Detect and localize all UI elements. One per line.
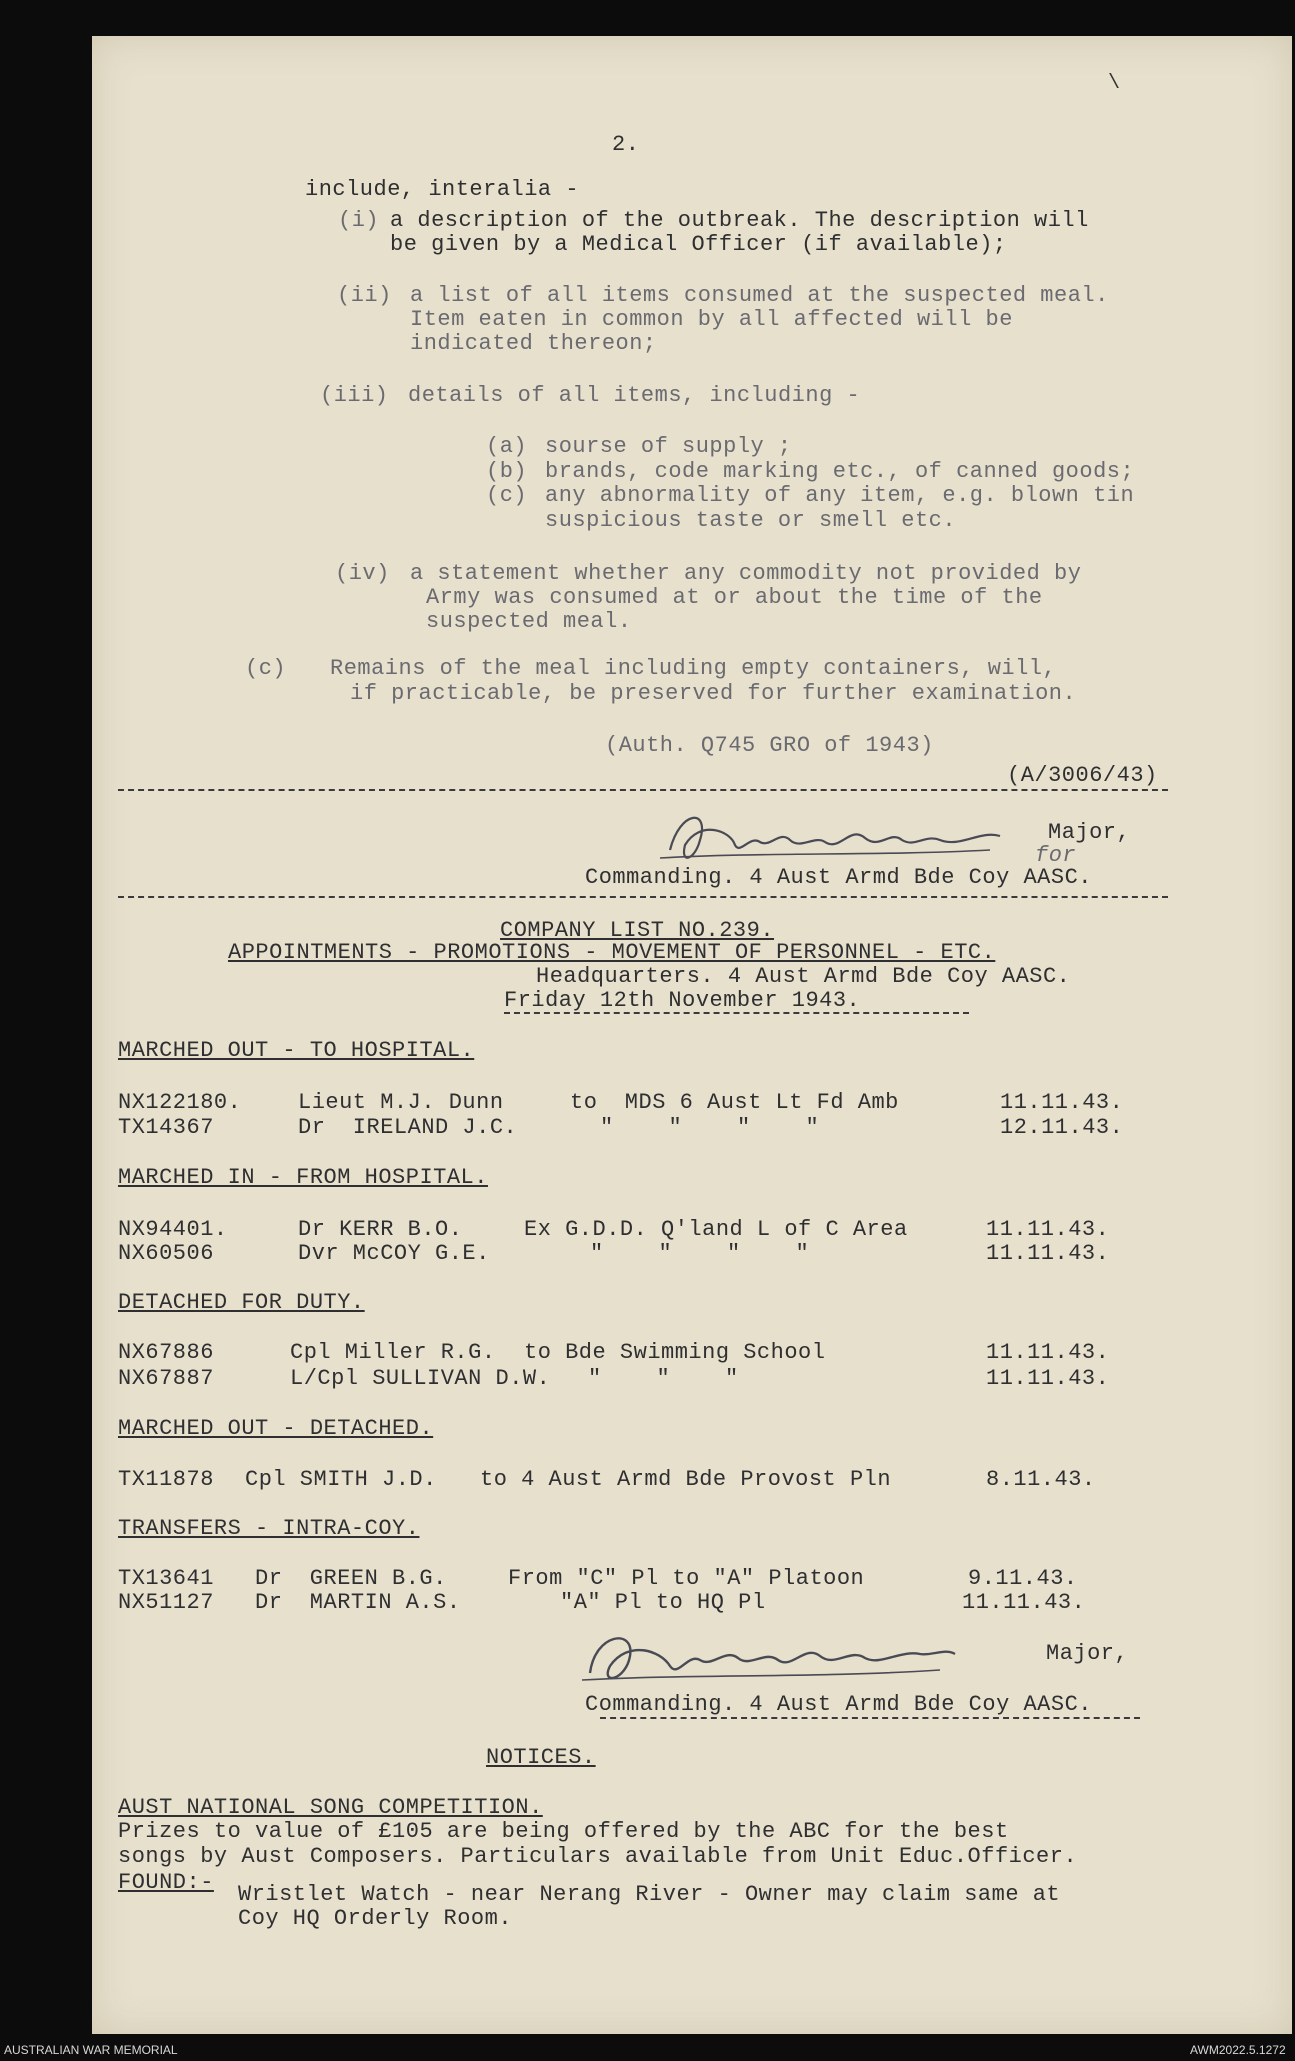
section-heading: MARCHED OUT - DETACHED. (118, 1416, 434, 1441)
item-c-line-2: if practicable, be preserved for further examination. (350, 681, 1077, 706)
item-iii-line-1: details of all items, including - (408, 383, 861, 408)
song-competition-heading: AUST NATIONAL SONG COMPETITION. (118, 1795, 543, 1820)
item-c-marker: (c) (245, 656, 287, 681)
signature-2 (560, 1608, 1020, 1698)
section-heading: MARCHED OUT - TO HOSPITAL. (118, 1038, 475, 1063)
row-name: Lieut M.J. Dunn (298, 1090, 504, 1115)
found-line-1: Wristlet Watch - near Nerang River - Owner may claim same at (238, 1882, 1061, 1907)
row-detail: From "C" Pl to "A" Platoon (508, 1566, 865, 1591)
row-number: TX13641 (118, 1566, 214, 1591)
item-ii-line-1: a list of all items consumed at the suspected meal. (410, 283, 1109, 308)
intro-line: include, interalia - (305, 177, 580, 202)
row-name: Dr IRELAND J.C. (298, 1115, 518, 1140)
row-name: Dr GREEN B.G. (255, 1566, 447, 1591)
row-number: NX60506 (118, 1241, 214, 1266)
row-date: 8.11.43. (986, 1467, 1096, 1492)
corner-mark: \ (1108, 72, 1121, 95)
row-name: Cpl Miller R.G. (290, 1340, 496, 1365)
item-iii-marker: (iii) (320, 383, 389, 408)
item-i-line-2: be given by a Medical Officer (if available); (390, 232, 1007, 257)
row-detail: to MDS 6 Aust Lt Fd Amb (570, 1090, 899, 1115)
row-date: 12.11.43. (1000, 1115, 1124, 1140)
subitem-a-text: sourse of supply ; (545, 434, 792, 459)
row-detail: to Bde Swimming School (524, 1340, 826, 1365)
row-date: 9.11.43. (968, 1566, 1078, 1591)
subitem-c-continued: suspicious taste or smell etc. (545, 508, 957, 533)
signature-1-for: for (1035, 843, 1077, 868)
item-iv-line-2: Army was consumed at or about the time of the (426, 585, 1043, 610)
row-detail: " " " " (590, 1241, 810, 1266)
page-number: 2. (612, 132, 640, 157)
divider-2 (118, 896, 1168, 898)
row-date: 11.11.43. (986, 1241, 1110, 1266)
footer-left: AUSTRALIAN WAR MEMORIAL (4, 2043, 178, 2057)
item-iv-line-3: suspected meal. (426, 609, 632, 634)
subitem-b-text: brands, code marking etc., of canned goods; (545, 459, 1135, 484)
section-heading: MARCHED IN - FROM HOSPITAL. (118, 1165, 488, 1190)
row-name: L/Cpl SULLIVAN D.W. (290, 1366, 551, 1391)
row-name: Dr MARTIN A.S. (255, 1590, 461, 1615)
signature-2-rank: Major, (1046, 1641, 1129, 1666)
company-list-date: Friday 12th November 1943. (504, 988, 861, 1013)
row-number: TX11878 (118, 1467, 214, 1492)
row-number: NX122180. (118, 1090, 242, 1115)
row-number: NX67887 (118, 1366, 214, 1391)
footer-bar (0, 2040, 1295, 2061)
song-competition-line-1: Prizes to value of £105 are being offered by the ABC for the best (118, 1819, 1009, 1844)
company-list-subtitle: APPOINTMENTS - PROMOTIONS - MOVEMENT OF PERSONNEL - ETC. (228, 940, 996, 965)
row-detail: Ex G.D.D. Q'land L of C Area (524, 1217, 908, 1242)
subitem-c-marker: (c) (486, 483, 528, 508)
row-name: Dr KERR B.O. (298, 1217, 463, 1242)
item-iv-line-1: a statement whether any commodity not provided by (410, 561, 1082, 586)
section-heading: DETACHED FOR DUTY. (118, 1290, 365, 1315)
row-date: 11.11.43. (986, 1366, 1110, 1391)
item-iv-marker: (iv) (335, 561, 390, 586)
row-name: Dvr McCOY G.E. (298, 1241, 490, 1266)
company-list-hq: Headquarters. 4 Aust Armd Bde Coy AASC. (536, 964, 1071, 989)
row-number: NX94401. (118, 1217, 228, 1242)
signature-2-unit: Commanding. 4 Aust Armd Bde Coy AASC. (585, 1692, 1092, 1717)
authority-note: (Auth. Q745 GRO of 1943) (605, 733, 934, 758)
footer-right: AWM2022.5.1272 (1190, 2043, 1286, 2057)
item-i-line-1: a description of the outbreak. The description will (390, 208, 1089, 233)
signature-1-rank: Major, (1048, 820, 1131, 845)
row-date: 11.11.43. (962, 1590, 1086, 1615)
section-heading: TRANSFERS - INTRA-COY. (118, 1516, 420, 1541)
subitem-b-marker: (b) (486, 459, 528, 484)
reference-number: (A/3006/43) (1007, 763, 1158, 788)
row-number: TX14367 (118, 1115, 214, 1140)
document-page (92, 36, 1292, 2034)
notices-title: NOTICES. (486, 1745, 596, 1770)
row-detail: to 4 Aust Armd Bde Provost Pln (480, 1467, 892, 1492)
subitem-c-text: any abnormality of any item, e.g. blown tin (545, 483, 1135, 508)
found-line-2: Coy HQ Orderly Room. (238, 1906, 513, 1931)
item-ii-line-2: Item eaten in common by all affected will be (410, 307, 1013, 332)
row-detail: " " " (588, 1366, 739, 1391)
row-name: Cpl SMITH J.D. (245, 1467, 437, 1492)
divider-4 (600, 1717, 1140, 1719)
row-number: NX67886 (118, 1340, 214, 1365)
row-date: 11.11.43. (986, 1340, 1110, 1365)
item-c-line-1: Remains of the meal including empty containers, will, (330, 656, 1057, 681)
row-date: 11.11.43. (986, 1217, 1110, 1242)
item-i-marker: (i) (338, 208, 380, 233)
divider-3 (504, 1012, 969, 1014)
song-competition-line-2: songs by Aust Composers. Particulars available from Unit Educ.Officer. (118, 1844, 1078, 1869)
row-number: NX51127 (118, 1590, 214, 1615)
row-date: 11.11.43. (1000, 1090, 1124, 1115)
item-ii-marker: (ii) (337, 283, 392, 308)
company-list-title: COMPANY LIST NO.239. (500, 918, 775, 943)
subitem-a-marker: (a) (486, 434, 528, 459)
row-detail: "A" Pl to HQ Pl (560, 1590, 766, 1615)
row-detail: " " " " (600, 1115, 820, 1140)
signature-1-unit: Commanding. 4 Aust Armd Bde Coy AASC. (585, 865, 1092, 890)
found-label: FOUND:- (118, 1870, 214, 1895)
item-ii-line-3: indicated thereon; (410, 331, 657, 356)
